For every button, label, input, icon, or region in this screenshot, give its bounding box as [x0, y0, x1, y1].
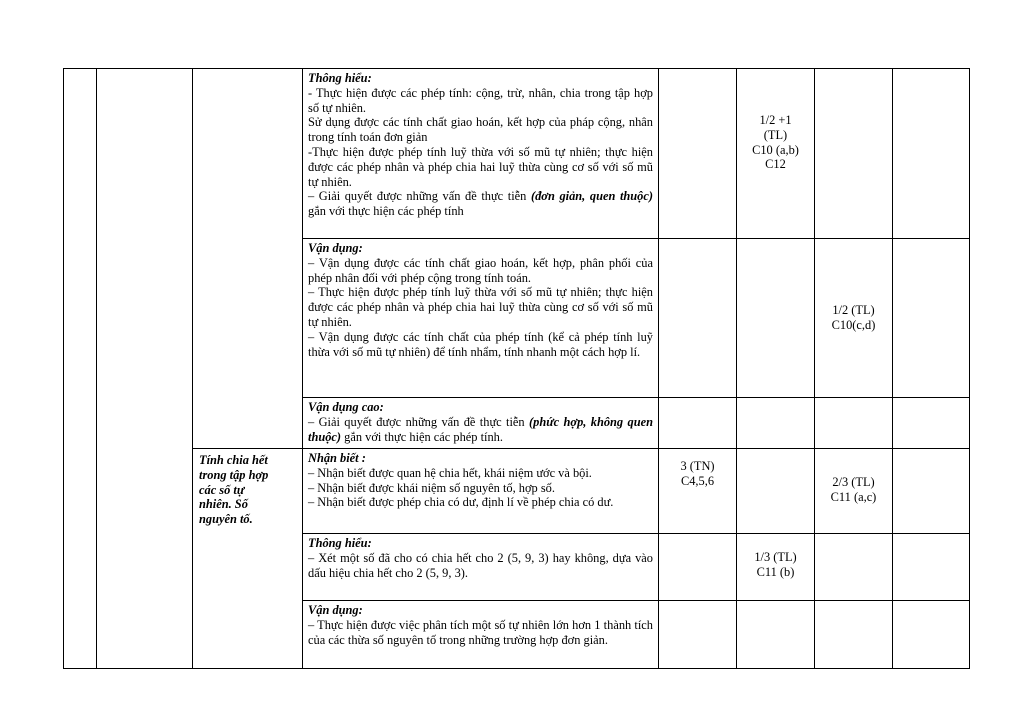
requirement-line: - Thực hiện được các phép tính: cộng, trừ, nhân, chia trong tập hợp số tự nhiên. [308, 85, 653, 115]
topic-cell [193, 449, 303, 669]
count-nhan-biet [659, 449, 737, 534]
requirement-emphasis: (đơn giản, quen thuộc) [530, 189, 654, 204]
requirement-line: – Vận dụng được các tính chất giao hoán, kết hợp, phân phối của phép nhân đối với phép cộng trong tính toán. [308, 255, 653, 285]
requirement-line: – Xét một số đã cho có chia hết cho 2 (5, 9, 3) hay không, dựa vào dấu hiệu chia hết cho 2 (5, 9, 3). [308, 550, 653, 580]
count-van-dung-cao [893, 449, 970, 534]
level-label: Thông hiểu: [308, 536, 372, 550]
count-van-dung-cao [893, 534, 970, 601]
table-row [64, 449, 970, 534]
assessment-matrix-table [63, 68, 970, 669]
count-nhan-biet [659, 398, 737, 449]
requirement-line: – Thực hiện được việc phân tích một số tự nhiên lớn hơn 1 thành tích của các thừa số nguyên tố trong những trường hợp đơn giản. [308, 617, 653, 647]
level-label: Vận dụng: [308, 603, 363, 617]
count-van-dung-cao [893, 69, 970, 239]
requirement-line [308, 415, 653, 445]
topic-line: nhiên. Số [199, 497, 248, 512]
count-van-dung-cao [893, 601, 970, 669]
index-cell [64, 69, 97, 669]
count-nhan-biet [659, 239, 737, 398]
level-label: Vận dụng: [308, 241, 363, 255]
requirement-cell [303, 534, 659, 601]
requirement-line: – Thực hiện được phép tính luỹ thừa với số mũ tự nhiên; thực hiện được các phép nhân và phép chia hai luỹ thừa cùng cơ số với số mũ tự nhiên. [308, 285, 653, 329]
count-van-dung-cao [893, 239, 970, 398]
count-nhan-biet [659, 534, 737, 601]
requirement-cell [303, 449, 659, 534]
count-text: 1/2 (TL) [832, 303, 875, 317]
count-text: C11 (b) [756, 564, 795, 579]
requirement-line: -Thực hiện được phép tính luỹ thừa với số mũ tự nhiên; thực hiện được các phép nhân và phép chia hai luỹ thừa cùng cơ số với số mũ tự nhiên. [308, 144, 653, 189]
count-nhan-biet [659, 601, 737, 669]
count-thong-hieu [737, 398, 815, 449]
count-nhan-biet [659, 69, 737, 239]
count-thong-hieu [737, 69, 815, 239]
count-thong-hieu [737, 239, 815, 398]
requirement-cell [303, 69, 659, 239]
count-text: 1/2 +1 [759, 113, 792, 127]
requirement-emphasis: (phức hợp, không quen thuộc) [308, 414, 653, 444]
count-van-dung [815, 534, 893, 601]
count-text: C4,5,6 [680, 473, 715, 488]
count-text: C11 (a,c) [830, 489, 877, 504]
level-label: Vận dụng cao: [308, 400, 384, 414]
count-van-dung [815, 69, 893, 239]
level-label: Thông hiểu: [308, 71, 372, 85]
requirement-text: gắn với thực hiện các phép tính. [341, 429, 503, 444]
table-row [64, 69, 970, 239]
requirement-text: – Giải quyết được những vấn đề thực tiễn [308, 414, 530, 429]
count-text: 3 (TN) [680, 459, 715, 473]
topic-line: Tính chia hết [199, 453, 268, 467]
level-label: Nhận biết : [308, 451, 366, 465]
count-text: C10(c,d) [831, 317, 876, 332]
count-text: 1/3 (TL) [754, 550, 797, 564]
requirement-cell [303, 239, 659, 398]
topic-line: các số tự [199, 482, 245, 497]
requirement-line [308, 189, 653, 219]
requirement-line: – Vận dụng được các tính chất của phép tính (kể cả phép tính luỹ thừa với số mũ tự nhiên) để tính nhẩm, tính nhanh một cách hợp lí. [308, 329, 653, 359]
requirement-text: gắn với thực hiện các phép tính [308, 204, 464, 219]
topic-line: trong tập hợp [199, 467, 269, 482]
count-text: C10 (a,b) [752, 142, 799, 157]
requirement-line: Sử dụng được các tính chất giao hoán, kết hợp của pháp cộng, nhân trong tính toán đơn giản [308, 115, 653, 145]
requirement-cell [303, 601, 659, 669]
count-van-dung [815, 601, 893, 669]
count-text: C12 [765, 157, 786, 172]
topic-line: nguyên tố. [199, 512, 253, 527]
count-text: 2/3 (TL) [832, 475, 875, 489]
count-van-dung [815, 449, 893, 534]
count-van-dung [815, 239, 893, 398]
requirement-text: – Giải quyết được những vấn đề thực tiễn [308, 189, 531, 204]
count-text: (TL) [763, 127, 788, 142]
topic-cell [193, 69, 303, 449]
requirement-line: – Nhận biết được khái niệm số nguyên tố, hợp số. [308, 480, 555, 495]
count-van-dung [815, 398, 893, 449]
count-thong-hieu [737, 534, 815, 601]
count-thong-hieu [737, 449, 815, 534]
count-thong-hieu [737, 601, 815, 669]
chapter-cell [97, 69, 193, 669]
count-van-dung-cao [893, 398, 970, 449]
requirement-line: – Nhận biết được phép chia có dư, định lí về phép chia có dư. [308, 495, 614, 510]
requirement-line: – Nhận biết được quan hệ chia hết, khái niệm ước và bội. [308, 465, 592, 480]
requirement-cell [303, 398, 659, 449]
